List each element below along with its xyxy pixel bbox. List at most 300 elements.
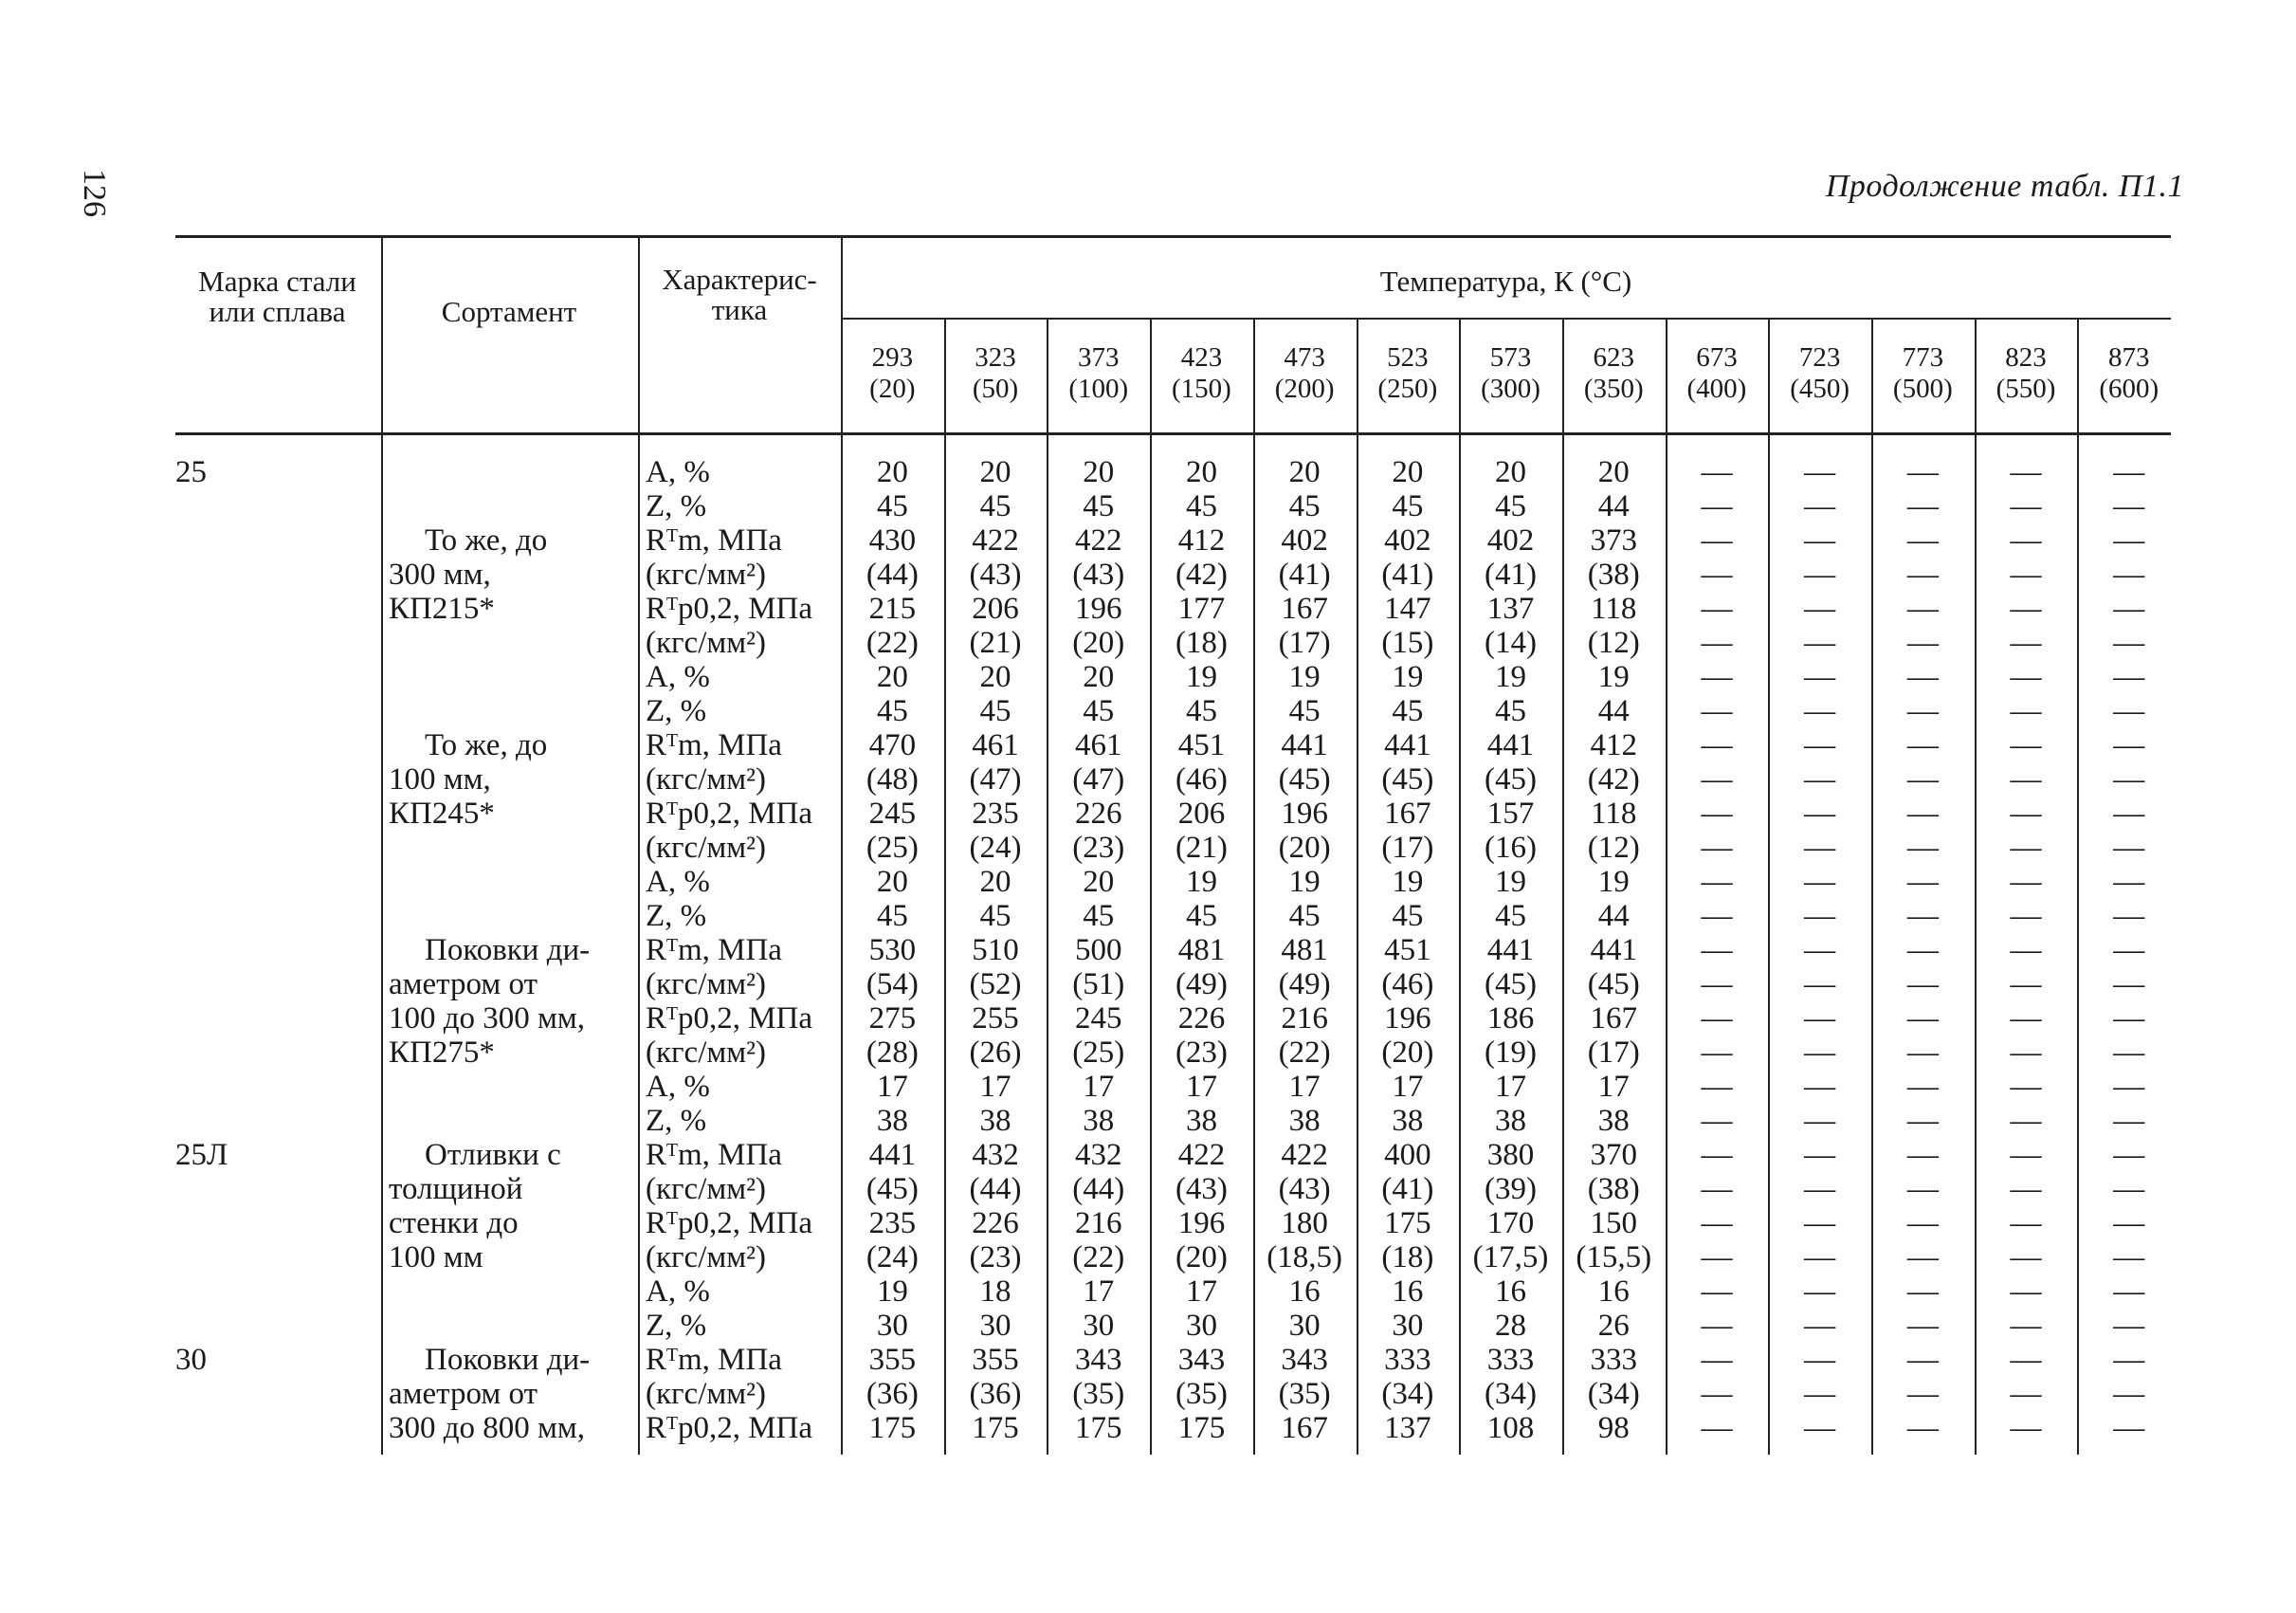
empty-value-dash: — bbox=[1906, 1274, 1939, 1309]
empty-value-dash: — bbox=[2010, 626, 2042, 660]
value-cell: 45 bbox=[1185, 489, 1217, 523]
temperature-value: 573 bbox=[1489, 342, 1532, 373]
characteristic-label: Rᵀm, МПа bbox=[646, 1138, 782, 1172]
empty-value-dash: — bbox=[2010, 1138, 2042, 1172]
empty-value-dash: — bbox=[1804, 523, 1836, 558]
value-cell: 16 bbox=[1392, 1274, 1424, 1309]
value-cell: 17 bbox=[1495, 1070, 1527, 1104]
value-cell: 38 bbox=[1185, 1104, 1217, 1138]
value-cell: (45) bbox=[1381, 762, 1434, 797]
value-cell: 17 bbox=[1288, 1070, 1321, 1104]
temperature-column-header bbox=[1459, 342, 1562, 405]
characteristic-label: Rᵀp0,2, МПа bbox=[646, 797, 813, 831]
empty-value-dash: — bbox=[2010, 1172, 2042, 1206]
empty-value-dash: — bbox=[1906, 1411, 1939, 1445]
value-cell: 441 bbox=[1486, 933, 1535, 967]
value-cell: (43) bbox=[969, 558, 1022, 592]
temperature-value: (50) bbox=[972, 374, 1019, 404]
empty-value-dash: — bbox=[2113, 1104, 2145, 1138]
characteristic-label: Z, % bbox=[646, 694, 707, 728]
value-cell: 196 bbox=[1384, 1001, 1431, 1036]
value-cell: 470 bbox=[868, 728, 917, 762]
empty-value-dash: — bbox=[1906, 1309, 1939, 1343]
value-cell: 16 bbox=[1288, 1274, 1321, 1309]
empty-value-dash: — bbox=[1906, 865, 1939, 899]
value-cell: 500 bbox=[1074, 933, 1122, 967]
value-cell: 432 bbox=[1074, 1138, 1122, 1172]
value-cell: (47) bbox=[969, 762, 1022, 797]
value-cell: (39) bbox=[1485, 1172, 1538, 1206]
value-cell: 45 bbox=[1392, 694, 1424, 728]
empty-value-dash: — bbox=[1906, 1240, 1939, 1274]
temperature-value: (250) bbox=[1377, 374, 1438, 404]
empty-value-dash: — bbox=[1804, 933, 1836, 967]
value-cell: (34) bbox=[1485, 1377, 1538, 1411]
temperature-column-header bbox=[1975, 342, 2078, 405]
product-description-line: 100 мм bbox=[389, 1240, 483, 1274]
temperature-value: (20) bbox=[869, 374, 916, 404]
value-cell: 30 bbox=[1288, 1309, 1321, 1343]
empty-value-dash: — bbox=[1804, 1274, 1836, 1309]
value-cell: 235 bbox=[868, 1206, 917, 1240]
value-cell: 17 bbox=[876, 1070, 908, 1104]
empty-value-dash: — bbox=[2113, 1001, 2145, 1036]
empty-value-dash: — bbox=[1906, 660, 1939, 694]
value-cell: 45 bbox=[979, 694, 1011, 728]
value-cell: (46) bbox=[1381, 967, 1434, 1001]
empty-value-dash: — bbox=[2113, 831, 2145, 865]
value-cell: 30 bbox=[1083, 1309, 1115, 1343]
value-cell: 38 bbox=[876, 1104, 908, 1138]
value-cell: 196 bbox=[1074, 592, 1122, 626]
value-cell: 402 bbox=[1384, 523, 1431, 558]
empty-value-dash: — bbox=[2010, 899, 2042, 933]
empty-value-dash: — bbox=[2113, 592, 2145, 626]
grade-header bbox=[175, 238, 379, 432]
value-cell: 19 bbox=[1495, 865, 1527, 899]
value-cell: 175 bbox=[868, 1411, 917, 1445]
value-cell: 167 bbox=[1384, 797, 1431, 831]
characteristic-label: Rᵀm, МПа bbox=[646, 933, 782, 967]
value-cell: (15) bbox=[1381, 626, 1434, 660]
empty-value-dash: — bbox=[1906, 1377, 1939, 1411]
value-cell: (18) bbox=[1381, 1240, 1434, 1274]
value-cell: 18 bbox=[979, 1274, 1011, 1309]
value-cell: (17,5) bbox=[1472, 1240, 1549, 1274]
empty-value-dash: — bbox=[1701, 967, 1733, 1001]
value-cell: 461 bbox=[1074, 728, 1122, 762]
empty-value-dash: — bbox=[2010, 694, 2042, 728]
empty-value-dash: — bbox=[1804, 558, 1836, 592]
value-cell: (34) bbox=[1381, 1377, 1434, 1411]
empty-value-dash: — bbox=[1804, 1377, 1836, 1411]
grade-header-line: или сплава bbox=[209, 295, 346, 328]
value-cell: 20 bbox=[979, 660, 1011, 694]
temperature-value: (500) bbox=[1892, 374, 1953, 404]
value-cell: 400 bbox=[1384, 1138, 1431, 1172]
empty-value-dash: — bbox=[1701, 1206, 1733, 1240]
empty-value-dash: — bbox=[1906, 523, 1939, 558]
value-cell: 45 bbox=[1495, 489, 1527, 523]
column-divider bbox=[1253, 318, 1255, 432]
value-cell: 108 bbox=[1486, 1411, 1535, 1445]
empty-value-dash: — bbox=[1701, 1036, 1733, 1070]
empty-value-dash: — bbox=[2010, 1309, 2042, 1343]
empty-value-dash: — bbox=[2010, 660, 2042, 694]
value-cell: (45) bbox=[1587, 967, 1640, 1001]
empty-value-dash: — bbox=[1906, 967, 1939, 1001]
value-cell: (41) bbox=[1485, 558, 1538, 592]
empty-value-dash: — bbox=[2113, 933, 2145, 967]
value-cell: 20 bbox=[979, 865, 1011, 899]
product-description-line: КП275* bbox=[389, 1036, 495, 1070]
temperature-value: 723 bbox=[1798, 342, 1841, 373]
empty-value-dash: — bbox=[1906, 899, 1939, 933]
value-cell: 30 bbox=[1392, 1309, 1424, 1343]
empty-value-dash: — bbox=[1906, 831, 1939, 865]
value-cell: (22) bbox=[866, 626, 919, 660]
value-cell: 17 bbox=[979, 1070, 1011, 1104]
value-cell: 118 bbox=[1591, 797, 1637, 831]
characteristic-label: (кгс/мм²) bbox=[646, 1172, 767, 1206]
value-cell: (46) bbox=[1175, 762, 1228, 797]
empty-value-dash: — bbox=[1804, 626, 1836, 660]
empty-value-dash: — bbox=[1701, 728, 1733, 762]
value-cell: (42) bbox=[1587, 762, 1640, 797]
value-cell: 245 bbox=[1074, 1001, 1122, 1036]
value-cell: 118 bbox=[1591, 592, 1637, 626]
value-cell: 150 bbox=[1590, 1206, 1637, 1240]
empty-value-dash: — bbox=[1906, 694, 1939, 728]
empty-value-dash: — bbox=[1804, 1206, 1836, 1240]
temperature-value: 373 bbox=[1077, 342, 1120, 373]
value-cell: (22) bbox=[1072, 1240, 1125, 1274]
empty-value-dash: — bbox=[1906, 626, 1939, 660]
empty-value-dash: — bbox=[2010, 1001, 2042, 1036]
value-cell: 20 bbox=[1083, 865, 1115, 899]
value-cell: 235 bbox=[972, 797, 1019, 831]
empty-value-dash: — bbox=[1701, 797, 1733, 831]
characteristic-label: Z, % bbox=[646, 1309, 707, 1343]
column-divider bbox=[1768, 318, 1770, 432]
column-divider bbox=[381, 431, 383, 1455]
value-cell: 19 bbox=[1392, 660, 1424, 694]
column-divider bbox=[1975, 318, 1977, 432]
characteristic-header-line: Характерис- bbox=[662, 263, 817, 296]
value-cell: (23) bbox=[1072, 831, 1125, 865]
temperature-value: (550) bbox=[1995, 374, 2056, 404]
empty-value-dash: — bbox=[1701, 762, 1733, 797]
value-cell: 44 bbox=[1597, 489, 1630, 523]
value-cell: (44) bbox=[969, 1172, 1022, 1206]
value-cell: 20 bbox=[1495, 455, 1527, 489]
value-cell: (41) bbox=[1381, 1172, 1434, 1206]
characteristic-label: (кгс/мм²) bbox=[646, 1036, 767, 1070]
temperature-column-header bbox=[1357, 342, 1460, 405]
empty-value-dash: — bbox=[2113, 1309, 2145, 1343]
empty-value-dash: — bbox=[2113, 1411, 2145, 1445]
temperature-column-header bbox=[944, 342, 1048, 405]
characteristic-label: Z, % bbox=[646, 1104, 707, 1138]
value-cell: 216 bbox=[1281, 1001, 1328, 1036]
temperature-value: (600) bbox=[2099, 374, 2159, 404]
value-cell: 412 bbox=[1590, 728, 1637, 762]
empty-value-dash: — bbox=[1701, 489, 1733, 523]
product-description-line: Отливки с bbox=[425, 1138, 561, 1172]
value-cell: 451 bbox=[1384, 933, 1431, 967]
value-cell: 45 bbox=[1495, 694, 1527, 728]
empty-value-dash: — bbox=[2010, 1343, 2042, 1377]
value-cell: (23) bbox=[969, 1240, 1022, 1274]
characteristic-label: Rᵀp0,2, МПа bbox=[646, 592, 813, 626]
value-cell: 422 bbox=[1074, 523, 1122, 558]
empty-value-dash: — bbox=[1804, 1343, 1836, 1377]
empty-value-dash: — bbox=[1701, 558, 1733, 592]
empty-value-dash: — bbox=[1906, 1001, 1939, 1036]
value-cell: (44) bbox=[866, 558, 919, 592]
value-cell: 45 bbox=[1185, 899, 1217, 933]
characteristic-label: Z, % bbox=[646, 899, 707, 933]
value-cell: 530 bbox=[868, 933, 917, 967]
temperature-value: 873 bbox=[2107, 342, 2150, 373]
temperature-column-header bbox=[1150, 342, 1253, 405]
value-cell: 45 bbox=[1083, 489, 1115, 523]
column-divider bbox=[1047, 318, 1048, 432]
temperature-value: (150) bbox=[1172, 374, 1231, 404]
empty-value-dash: — bbox=[1804, 1240, 1836, 1274]
value-cell: 167 bbox=[1281, 1411, 1328, 1445]
value-cell: 19 bbox=[1185, 660, 1217, 694]
value-cell: 196 bbox=[1281, 797, 1328, 831]
product-description-line: Поковки ди- bbox=[425, 933, 591, 967]
empty-value-dash: — bbox=[1701, 831, 1733, 865]
empty-value-dash: — bbox=[1804, 1001, 1836, 1036]
value-cell: (49) bbox=[1278, 967, 1331, 1001]
value-cell: 20 bbox=[1597, 455, 1630, 489]
value-cell: 275 bbox=[868, 1001, 917, 1036]
empty-value-dash: — bbox=[1701, 1411, 1733, 1445]
value-cell: 441 bbox=[1281, 728, 1328, 762]
empty-value-dash: — bbox=[1804, 592, 1836, 626]
value-cell: 226 bbox=[1074, 797, 1122, 831]
value-cell: 17 bbox=[1185, 1070, 1217, 1104]
empty-value-dash: — bbox=[2113, 558, 2145, 592]
empty-value-dash: — bbox=[2113, 1240, 2145, 1274]
characteristic-header bbox=[638, 238, 841, 432]
value-cell: 30 bbox=[876, 1309, 908, 1343]
value-cell: 216 bbox=[1074, 1206, 1122, 1240]
value-cell: 412 bbox=[1177, 523, 1226, 558]
empty-value-dash: — bbox=[2010, 762, 2042, 797]
value-cell: (26) bbox=[969, 1036, 1022, 1070]
value-cell: 20 bbox=[1288, 455, 1321, 489]
table-body bbox=[175, 431, 2171, 1454]
value-cell: 17 bbox=[1185, 1274, 1217, 1309]
temperature-rule bbox=[841, 318, 2171, 320]
value-cell: 343 bbox=[1074, 1343, 1122, 1377]
empty-value-dash: — bbox=[1701, 1070, 1733, 1104]
value-cell: 45 bbox=[1083, 899, 1115, 933]
value-cell: (45) bbox=[1485, 762, 1538, 797]
empty-value-dash: — bbox=[2010, 523, 2042, 558]
product-description-line: Поковки ди- bbox=[425, 1343, 591, 1377]
empty-value-dash: — bbox=[2010, 1104, 2042, 1138]
value-cell: 45 bbox=[979, 489, 1011, 523]
value-cell: (48) bbox=[866, 762, 919, 797]
temperature-column-header bbox=[1047, 342, 1150, 405]
value-cell: 333 bbox=[1486, 1343, 1535, 1377]
characteristic-header-line: тика bbox=[711, 293, 768, 326]
empty-value-dash: — bbox=[2010, 831, 2042, 865]
empty-value-dash: — bbox=[1804, 831, 1836, 865]
temperature-column-header bbox=[1768, 342, 1871, 405]
empty-value-dash: — bbox=[2113, 728, 2145, 762]
empty-value-dash: — bbox=[2113, 1172, 2145, 1206]
column-divider bbox=[1666, 318, 1667, 432]
value-cell: 370 bbox=[1590, 1138, 1637, 1172]
empty-value-dash: — bbox=[2113, 1343, 2145, 1377]
value-cell: (12) bbox=[1587, 831, 1640, 865]
empty-value-dash: — bbox=[1906, 1343, 1939, 1377]
value-cell: 343 bbox=[1177, 1343, 1226, 1377]
value-cell: 430 bbox=[868, 523, 917, 558]
column-divider bbox=[1357, 318, 1358, 432]
empty-value-dash: — bbox=[2113, 694, 2145, 728]
value-cell: (21) bbox=[969, 626, 1022, 660]
product-description-line: КП245* bbox=[389, 797, 495, 831]
empty-value-dash: — bbox=[2010, 1036, 2042, 1070]
product-description-line: толщиной bbox=[389, 1172, 523, 1206]
value-cell: 196 bbox=[1177, 1206, 1226, 1240]
column-divider bbox=[944, 318, 946, 432]
empty-value-dash: — bbox=[2010, 967, 2042, 1001]
value-cell: (20) bbox=[1381, 1036, 1434, 1070]
value-cell: 20 bbox=[1392, 455, 1424, 489]
value-cell: 16 bbox=[1597, 1274, 1630, 1309]
product-description-line: 100 до 300 мм, bbox=[389, 1001, 586, 1036]
value-cell: (38) bbox=[1587, 558, 1640, 592]
characteristic-label: (кгс/мм²) bbox=[646, 1377, 767, 1411]
temperature-value: 673 bbox=[1696, 342, 1738, 373]
empty-value-dash: — bbox=[1701, 523, 1733, 558]
value-cell: (41) bbox=[1278, 558, 1331, 592]
value-cell: 441 bbox=[1590, 933, 1637, 967]
empty-value-dash: — bbox=[2010, 1377, 2042, 1411]
empty-value-dash: — bbox=[2010, 933, 2042, 967]
value-cell: (54) bbox=[866, 967, 919, 1001]
temperature-value: (400) bbox=[1686, 374, 1747, 404]
empty-value-dash: — bbox=[1804, 1070, 1836, 1104]
temperature-value: 323 bbox=[975, 342, 1016, 373]
empty-value-dash: — bbox=[2010, 865, 2042, 899]
temperature-header: Температура, К (°C) bbox=[1379, 265, 1632, 298]
empty-value-dash: — bbox=[1701, 694, 1733, 728]
empty-value-dash: — bbox=[1906, 455, 1939, 489]
value-cell: 180 bbox=[1281, 1206, 1328, 1240]
empty-value-dash: — bbox=[2113, 660, 2145, 694]
empty-value-dash: — bbox=[1906, 797, 1939, 831]
value-cell: 432 bbox=[972, 1138, 1019, 1172]
empty-value-dash: — bbox=[2113, 1070, 2145, 1104]
value-cell: 17 bbox=[1083, 1274, 1115, 1309]
temperature-value: 523 bbox=[1387, 342, 1429, 373]
value-cell: 19 bbox=[1597, 660, 1630, 694]
characteristic-label: A, % bbox=[646, 865, 710, 899]
empty-value-dash: — bbox=[1701, 626, 1733, 660]
empty-value-dash: — bbox=[2113, 797, 2145, 831]
value-cell: 422 bbox=[1177, 1138, 1226, 1172]
value-cell: 215 bbox=[868, 592, 917, 626]
characteristic-label: (кгс/мм²) bbox=[646, 558, 767, 592]
value-cell: 45 bbox=[1392, 489, 1424, 523]
value-cell: 147 bbox=[1384, 592, 1431, 626]
empty-value-dash: — bbox=[2010, 592, 2042, 626]
temperature-value: (100) bbox=[1068, 374, 1129, 404]
value-cell: (21) bbox=[1175, 831, 1228, 865]
empty-value-dash: — bbox=[2010, 455, 2042, 489]
empty-value-dash: — bbox=[1804, 489, 1836, 523]
empty-value-dash: — bbox=[2010, 1206, 2042, 1240]
empty-value-dash: — bbox=[1906, 489, 1939, 523]
temperature-column-header bbox=[1666, 342, 1769, 405]
value-cell: 441 bbox=[1384, 728, 1431, 762]
value-cell: 402 bbox=[1281, 523, 1328, 558]
value-cell: 206 bbox=[972, 592, 1019, 626]
temperature-value: 423 bbox=[1180, 342, 1223, 373]
product-description-line: аметром от bbox=[389, 967, 538, 1001]
continuation-title: Продолжение табл. П1.1 bbox=[1825, 169, 2184, 204]
empty-value-dash: — bbox=[2113, 489, 2145, 523]
value-cell: 20 bbox=[1083, 660, 1115, 694]
value-cell: 175 bbox=[1384, 1206, 1431, 1240]
value-cell: 44 bbox=[1597, 694, 1630, 728]
column-divider bbox=[638, 431, 640, 1455]
characteristic-label: A, % bbox=[646, 1274, 710, 1309]
temperature-column-header bbox=[841, 342, 944, 405]
value-cell: 20 bbox=[979, 455, 1011, 489]
empty-value-dash: — bbox=[1701, 1001, 1733, 1036]
value-cell: 20 bbox=[1083, 455, 1115, 489]
value-cell: (36) bbox=[969, 1377, 1022, 1411]
empty-value-dash: — bbox=[1804, 967, 1836, 1001]
value-cell: (17) bbox=[1381, 831, 1434, 865]
value-cell: 226 bbox=[1177, 1001, 1226, 1036]
value-cell: 137 bbox=[1486, 592, 1535, 626]
column-divider bbox=[2077, 318, 2079, 432]
value-cell: 38 bbox=[1083, 1104, 1115, 1138]
empty-value-dash: — bbox=[1701, 1343, 1733, 1377]
value-cell: 17 bbox=[1083, 1070, 1115, 1104]
value-cell: 19 bbox=[1288, 660, 1321, 694]
column-divider bbox=[1459, 318, 1461, 432]
characteristic-label: (кгс/мм²) bbox=[646, 831, 767, 865]
empty-value-dash: — bbox=[1906, 1070, 1939, 1104]
characteristic-label: Rᵀp0,2, МПа bbox=[646, 1206, 813, 1240]
value-cell: 45 bbox=[1495, 899, 1527, 933]
temperature-column-header bbox=[1871, 342, 1975, 405]
value-cell: (35) bbox=[1175, 1377, 1228, 1411]
value-cell: (34) bbox=[1587, 1377, 1640, 1411]
empty-value-dash: — bbox=[1906, 1036, 1939, 1070]
value-cell: 20 bbox=[1185, 455, 1217, 489]
characteristic-label: Rᵀm, МПа bbox=[646, 1343, 782, 1377]
empty-value-dash: — bbox=[1804, 797, 1836, 831]
empty-value-dash: — bbox=[1804, 660, 1836, 694]
value-cell: 20 bbox=[876, 455, 908, 489]
value-cell: (42) bbox=[1175, 558, 1228, 592]
value-cell: 45 bbox=[1083, 694, 1115, 728]
value-cell: 28 bbox=[1495, 1309, 1527, 1343]
